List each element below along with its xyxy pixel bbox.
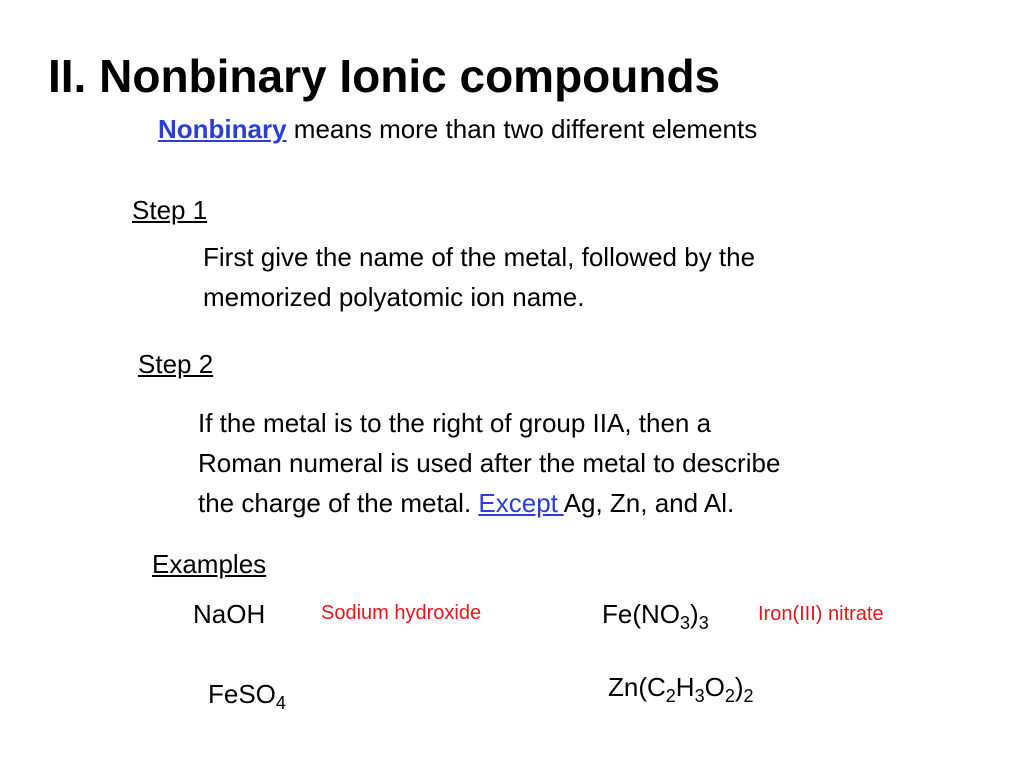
step-1-label: Step 1: [132, 195, 208, 225]
step-2-line: If the metal is to the right of group IIA, then a: [198, 408, 712, 438]
step-1-line: First give the name of the metal, followed by the: [203, 242, 756, 272]
except-link[interactable]: Except: [478, 488, 564, 518]
nonbinary-definition: [158, 112, 757, 146]
formula-naoh: NaOH: [193, 599, 266, 629]
nonbinary-term-link[interactable]: Nonbinary: [158, 114, 287, 144]
slide-title: II. Nonbinary Ionic compounds: [48, 50, 721, 102]
fe-no3-3-name: Iron(III) nitrate: [758, 603, 884, 625]
step-2-line: Roman numeral is used after the metal to describe: [198, 448, 781, 478]
step-2-line: [198, 483, 780, 523]
formula-fe-no3-3: $Fe(NO_3)_3$: [602, 599, 709, 633]
formula-zinc-acetate: $Zn(C_2H_3O_2)_2$: [608, 672, 754, 706]
definition-text: means more than two different elements: [286, 114, 758, 144]
step-2-text: [198, 403, 780, 523]
step-2-line3-end: Ag, Zn, and Al.: [563, 488, 735, 518]
step-1-text: [203, 237, 755, 317]
formula-feso4: FeSO$_4$: [208, 679, 286, 713]
step-1-line: memorized polyatomic ion name.: [203, 282, 585, 312]
examples-label: Examples: [152, 549, 267, 579]
step-2-label: Step 2: [138, 349, 214, 379]
naoh-name: Sodium hydroxide: [321, 602, 482, 624]
step-2-line3-start: the charge of the metal.: [198, 488, 479, 518]
